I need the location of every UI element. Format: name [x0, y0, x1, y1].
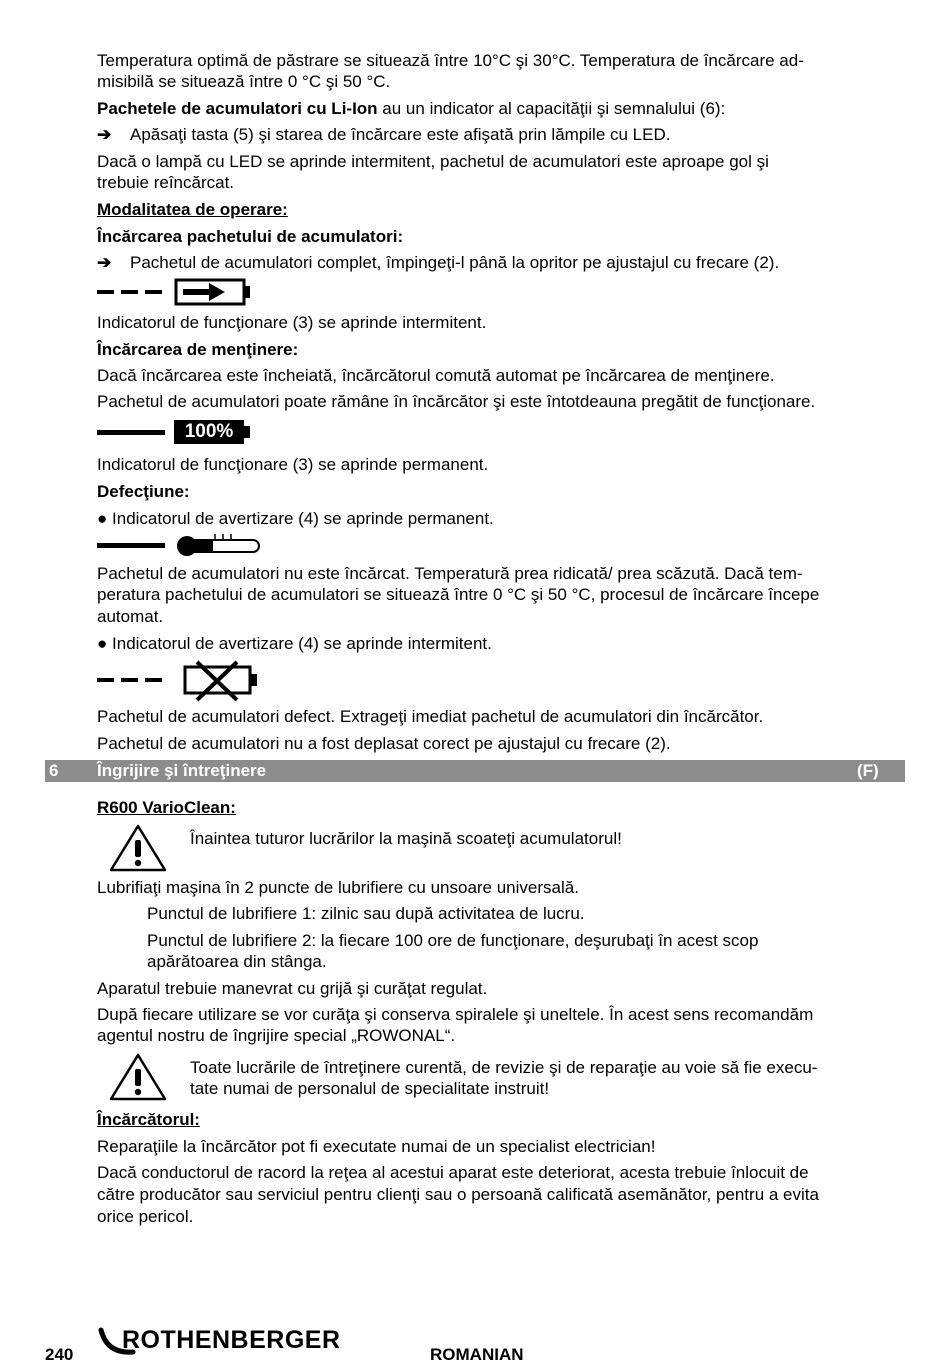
battery-full-icon: [97, 420, 257, 446]
press-button-text: Apăsaţi tasta (5) şi starea de încărcare este afişată prin lămpile cu LED.: [130, 125, 671, 144]
footer-language: ROMANIAN: [430, 1345, 524, 1364]
bullet-icon: ●: [97, 634, 108, 653]
warning-blinking-text: Indicatorul de avertizare (4) se aprinde intermitent.: [112, 634, 492, 653]
handle-care-text: Aparatul trebuie manevrat cu grijă şi curăţat regulat.: [97, 979, 488, 998]
section-title: Îngrijire şi întreţinere: [97, 761, 267, 780]
heading-incarcator: Încărcătorul:: [97, 1110, 200, 1129]
battery-charging-icon: [97, 278, 257, 308]
press-button-step: [97, 124, 902, 145]
function-indicator-blinking: Indicatorul de funcţionare (3) se aprinde intermitent.: [97, 313, 487, 332]
page-number: 240: [45, 1345, 74, 1364]
arrow-icon: ➔: [97, 253, 112, 272]
thermometer-icon: [97, 532, 267, 558]
heading-mentinere: Încărcarea de menţinere:: [97, 340, 299, 359]
li-ion-indicator-text: [97, 98, 902, 119]
battery-percent-label: 100%: [174, 420, 244, 444]
pack-remains-text: Pachetul de acumulatori poate rămâne în încărcător şi este întotdeauna pregătit de funcţionare.: [97, 392, 816, 411]
section-tag: (F): [857, 761, 879, 780]
lubrication-text: Lubrifiaţi maşina în 2 puncte de lubrifiere cu unsoare universală.: [97, 878, 579, 897]
li-ion-rest: au un indicator al capacităţii şi semnalului (6):: [377, 99, 726, 118]
charger-repair-text: Reparaţiile la încărcător pot fi executate numai de un specialist electrician!: [97, 1137, 656, 1156]
storage-temperature-text: Temperatura optimă de păstrare se situează între 10°C şi 30°C. Temperatura de încărcare ad-: [97, 51, 804, 70]
arrow-icon: ➔: [97, 125, 112, 144]
brand-logo: ROTHENBERGER: [122, 1326, 341, 1354]
heading-operare: Modalitatea de operare:: [97, 200, 288, 219]
storage-temperature-text-cont: misibilă se situează între 0 °C şi 50 °C.: [97, 72, 391, 91]
insert-pack-step: [97, 252, 902, 273]
function-indicator-steady: Indicatorul de funcţionare (3) se aprinde permanent.: [97, 455, 489, 474]
cleaning-text-cont: agentul nostru de îngrijire special „ROWONAL“.: [97, 1026, 456, 1045]
not-charged-text: Pachetul de acumulatori nu este încărcat. Temperatură prea ridicată/ prea scăzută. Dacă tem-: [97, 564, 803, 583]
lubrication-point-1: Punctul de lubrifiere 1: zilnic sau după activitatea de lucru.: [147, 904, 585, 923]
insert-pack-text: Pachetul de acumulatori complet, împingeţi-l până la opritor pe ajustajul cu frecare (2).: [130, 253, 780, 272]
cleaning-text: După fiecare utilizare se vor curăţa şi conserva spiralele şi uneltele. În acest sens recomandăm: [97, 1005, 814, 1024]
led-blinking-text-cont: trebuie reîncărcat.: [97, 173, 235, 192]
warning-specialist-text: Toate lucrările de întreţinere curentă, de revizie şi de reparaţie au voie să fie execu-: [190, 1058, 818, 1077]
warning-steady-item: [97, 508, 902, 529]
warning-steady-text: Indicatorul de avertizare (4) se aprinde permanent.: [112, 509, 494, 528]
heading-incarcare: Încărcarea pachetului de acumulatori:: [97, 227, 404, 246]
pack-defect-text: Pachetul de acumulatori defect. Extrageţi imediat pachetul de acumulatori din încărcător.: [97, 707, 764, 726]
section-number: 6: [49, 761, 59, 780]
heading-defect: Defecţiune:: [97, 482, 190, 501]
battery-defect-icon: [97, 660, 267, 702]
pack-misplaced-text: Pachetul de acumulatori nu a fost deplasat corect pe ajustajul cu frecare (2).: [97, 734, 671, 753]
section-header: [45, 760, 905, 782]
led-blinking-text: Dacă o lampă cu LED se aprinde intermitent, pachetul de acumulatori este aproape gol şi: [97, 152, 769, 171]
power-cable-text-cont2: orice pericol.: [97, 1207, 194, 1226]
power-cable-text-cont: către producător sau serviciul pentru clienţi sau o persoană calificată asemănător, pentru a evita: [97, 1185, 819, 1204]
warning-icon: [108, 823, 168, 873]
warning-icon: [108, 1052, 168, 1102]
not-charged-text-cont: peratura pachetului de acumulatori se situează între 0 °C şi 50 °C, procesul de încărcare începe: [97, 585, 820, 604]
lubrication-point-2-cont: apărătoarea din stânga.: [147, 952, 327, 971]
warning-specialist-text-cont: tate numai de personalul de specialitate instruit!: [190, 1079, 550, 1098]
heading-r600: R600 VarioClean:: [97, 798, 236, 817]
warning-remove-battery-text: Înaintea tuturor lucrărilor la maşină scoateţi acumulatorul!: [190, 829, 622, 848]
warning-blinking-item: [97, 633, 902, 654]
lubrication-point-2: Punctul de lubrifiere 2: la fiecare 100 ore de funcţionare, deşurubaţi în acest scop: [147, 931, 759, 950]
bullet-icon: ●: [97, 509, 108, 528]
li-ion-bold: Pachetele de acumulatori cu Li-Ion: [97, 99, 378, 118]
not-charged-text-cont2: automat.: [97, 607, 164, 626]
maintenance-charge-text: Dacă încărcarea este încheiată, încărcătorul comută automat pe încărcarea de menţinere.: [97, 366, 775, 385]
power-cable-text: Dacă conductorul de racord la reţea al acestui aparat este deteriorat, acesta trebuie înlocuit de: [97, 1163, 809, 1182]
